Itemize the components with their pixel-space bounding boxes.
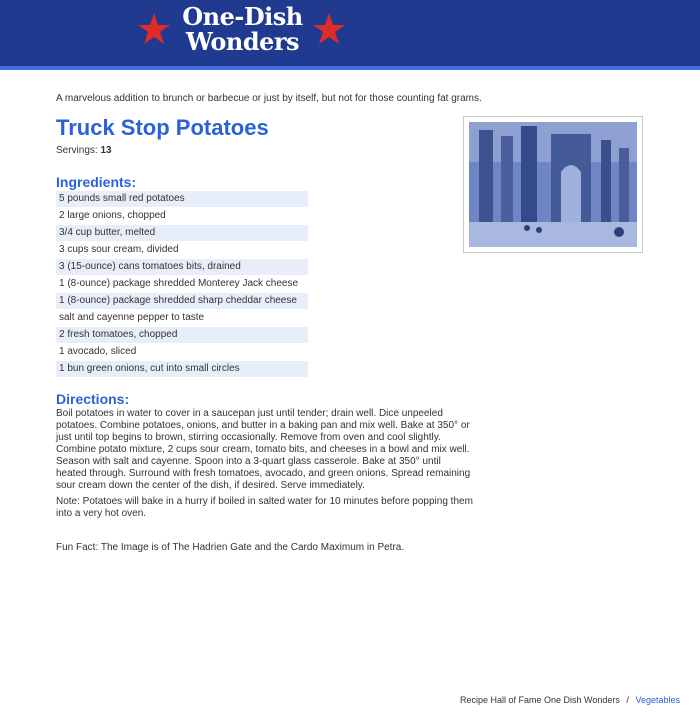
ingredients-list (56, 191, 308, 378)
ingredient-item: 2 large onions, chopped (59, 210, 166, 221)
star-icon (312, 12, 346, 46)
breadcrumb-vegetables-link[interactable]: Vegetables (635, 695, 680, 705)
star-icon (137, 12, 171, 46)
ingredient-item: 2 fresh tomatoes, chopped (56, 327, 308, 343)
servings-value: 13 (100, 145, 112, 156)
ingredient-item: 1 (8-ounce) package shredded sharp cheddar cheese (56, 293, 308, 309)
servings (56, 145, 112, 156)
servings-label: Servings: (56, 145, 98, 156)
breadcrumb (460, 695, 680, 705)
ingredient-item: salt and cayenne pepper to taste (59, 312, 205, 323)
recipe-tagline: A marvelous addition to brunch or barbecue or just by itself, but not for those counting fat grams. (56, 93, 482, 104)
breadcrumb-separator: / (626, 695, 629, 705)
breadcrumb-home[interactable]: Recipe Hall of Fame One Dish Wonders (460, 695, 620, 705)
site-logo[interactable] (180, 4, 305, 54)
ingredient-item: 3 cups sour cream, divided (59, 244, 179, 255)
ingredient-item: 3 (15-ounce) cans tomatoes bits, drained (56, 259, 308, 275)
fun-fact: Fun Fact: The Image is of The Hadrien Gate and the Cardo Maximum in Petra. (56, 542, 405, 553)
recipe-photo (463, 116, 643, 253)
ingredients-heading: Ingredients: (56, 174, 137, 190)
directions-text: Boil potatoes in water to cover in a saucepan just until tender; drain well. Dice unpeeled potatoes. Combine potatoes, onions, and butter in a baking pan and mix well. Bake at 350° or just until top begins to brown, stirring occasionally. Remove from oven and cool slightly. Combine potato mixture, 2 cups sour cream, tomato bits, and cheeses in a bowl and mix well. Season with salt and cayenne. Spoon into a 3-quart glass casserole. Bake at 350° until heated through. Surround with fresh tomatoes, avocado, and green onions. Spread remaining sour cream down the center of the dish, if desired. Serve immediately. (56, 408, 471, 491)
ingredient-item: 1 (8-ounce) package shredded Monterey Jack cheese (59, 278, 299, 289)
ingredient-item: 1 bun green onions, cut into small circles (56, 361, 308, 377)
ingredient-item: 5 pounds small red potatoes (56, 191, 308, 207)
ingredient-item: 3/4 cup butter, melted (56, 225, 308, 241)
site-header (0, 0, 700, 70)
recipe-note: Note: Potatoes will bake in a hurry if boiled in salted water for 10 minutes before popping them into a very hot oven. (56, 496, 473, 519)
petra-gate-image (469, 122, 637, 247)
recipe-title: Truck Stop Potatoes (56, 115, 269, 140)
logo-line-2: Wonders (185, 27, 300, 56)
logo-line-1: One-Dish (182, 2, 303, 31)
directions-heading: Directions: (56, 391, 130, 407)
ingredient-item: 1 avocado, sliced (59, 346, 137, 357)
